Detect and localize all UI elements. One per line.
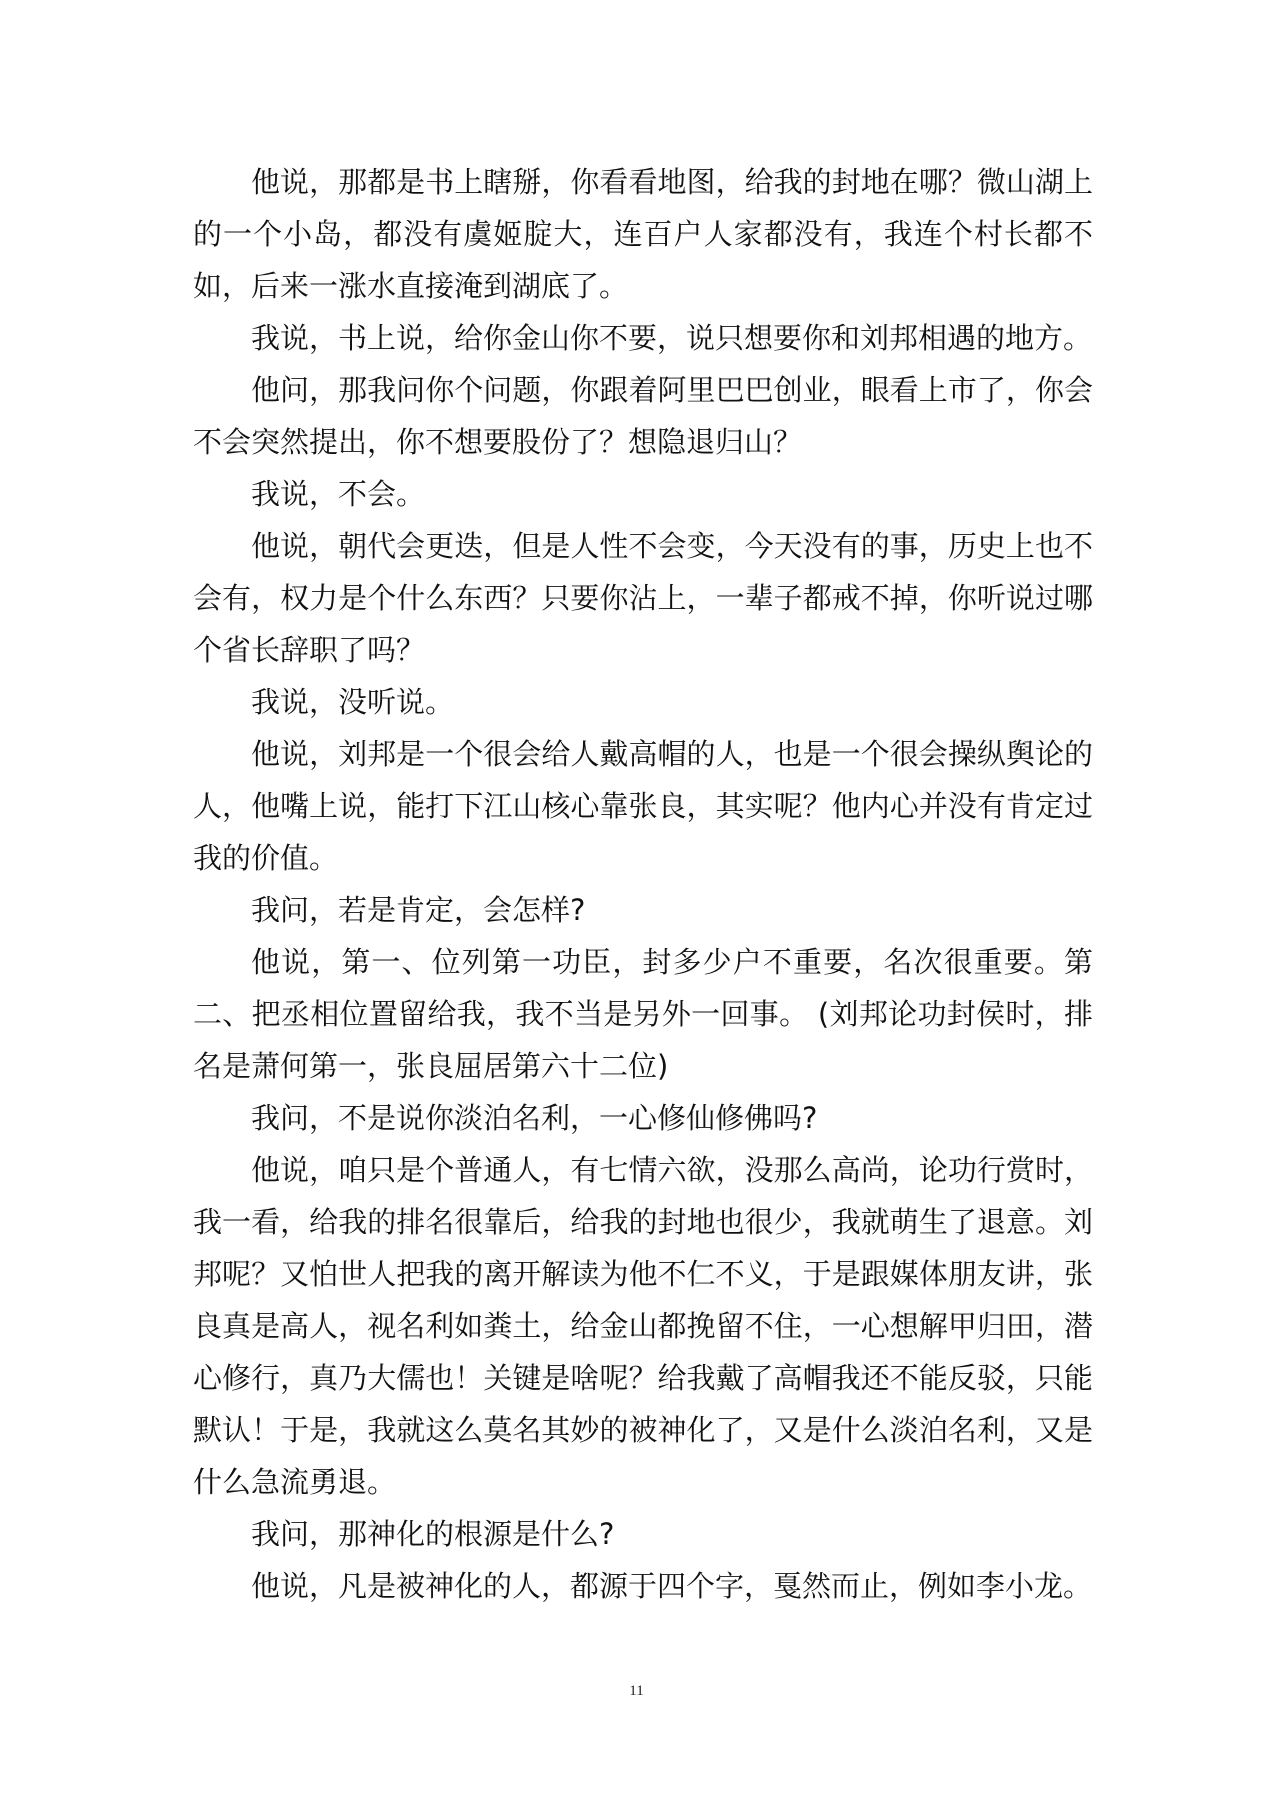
paragraph-13: 他说，凡是被神化的人，都源于四个字，戛然而止，例如李小龙。 — [251, 1569, 1093, 1603]
paragraph-9: 他说，第一、位列第一功臣，封多少户不重要，名次很重要。第二、把丞相位置留给我，我不当是另外一回事。 (刘邦论功封侯时，排名是萧何第一，张良屈居第六十二位) — [193, 945, 1093, 1083]
paragraph-2: 我说，书上说，给你金山你不要，说只想要你和刘邦相遇的地方。 — [251, 321, 1093, 355]
paragraph-12: 我问，那神化的根源是什么? — [251, 1517, 615, 1551]
paragraph-3: 他问，那我问你个问题，你跟着阿里巴巴创业，眼看上市了，你会不会突然提出，你不想要股份了？想隐退归山？ — [193, 373, 1093, 459]
body-text — [193, 156, 1093, 1612]
paragraph-11: 他说，咱只是个普通人，有七情六欲，没那么高尚，论功行赏时，我一看，给我的排名很靠后，给我的封地也很少，我就萌生了退意。刘邦呢？又怕世人把我的离开解读为他不仁不义，于是跟媒体朋友讲，张良真是高人，视名利如粪土，给金山都挽留不住，一心想解甲归田，潜心修行，真乃大儒也！关键是啥呢？给我戴了高帽我还不能反驳，只能默认！于是，我就这么莫名其妙的被神化了，又是什么淡泊名利，又是什么急流勇退。 — [193, 1153, 1093, 1499]
paragraph-6: 我说，没听说。 — [251, 685, 455, 719]
paragraph-5: 他说，朝代会更迭，但是人性不会变，今天没有的事，历史上也不会有，权力是个什么东西？只要你沾上，一辈子都戒不掉，你听说过哪个省长辞职了吗？ — [193, 529, 1093, 667]
paragraph-1: 他说，那都是书上瞎掰，你看看地图，给我的封地在哪？微山湖上的一个小岛，都没有虞姬腚大，连百户人家都没有，我连个村长都不如，后来一涨水直接淹到湖底了。 — [193, 165, 1093, 303]
paragraph-7: 他说，刘邦是一个很会给人戴高帽的人，也是一个很会操纵舆论的人，他嘴上说，能打下江山核心靠张良，其实呢？他内心并没有肯定过我的价值。 — [193, 737, 1093, 875]
paragraph-4: 我说，不会。 — [251, 477, 426, 511]
page-number: 11 — [629, 1683, 644, 1699]
paragraph-10: 我问，不是说你淡泊名利，一心修仙修佛吗? — [251, 1101, 818, 1135]
paragraph-8: 我问，若是肯定，会怎样? — [251, 893, 586, 927]
